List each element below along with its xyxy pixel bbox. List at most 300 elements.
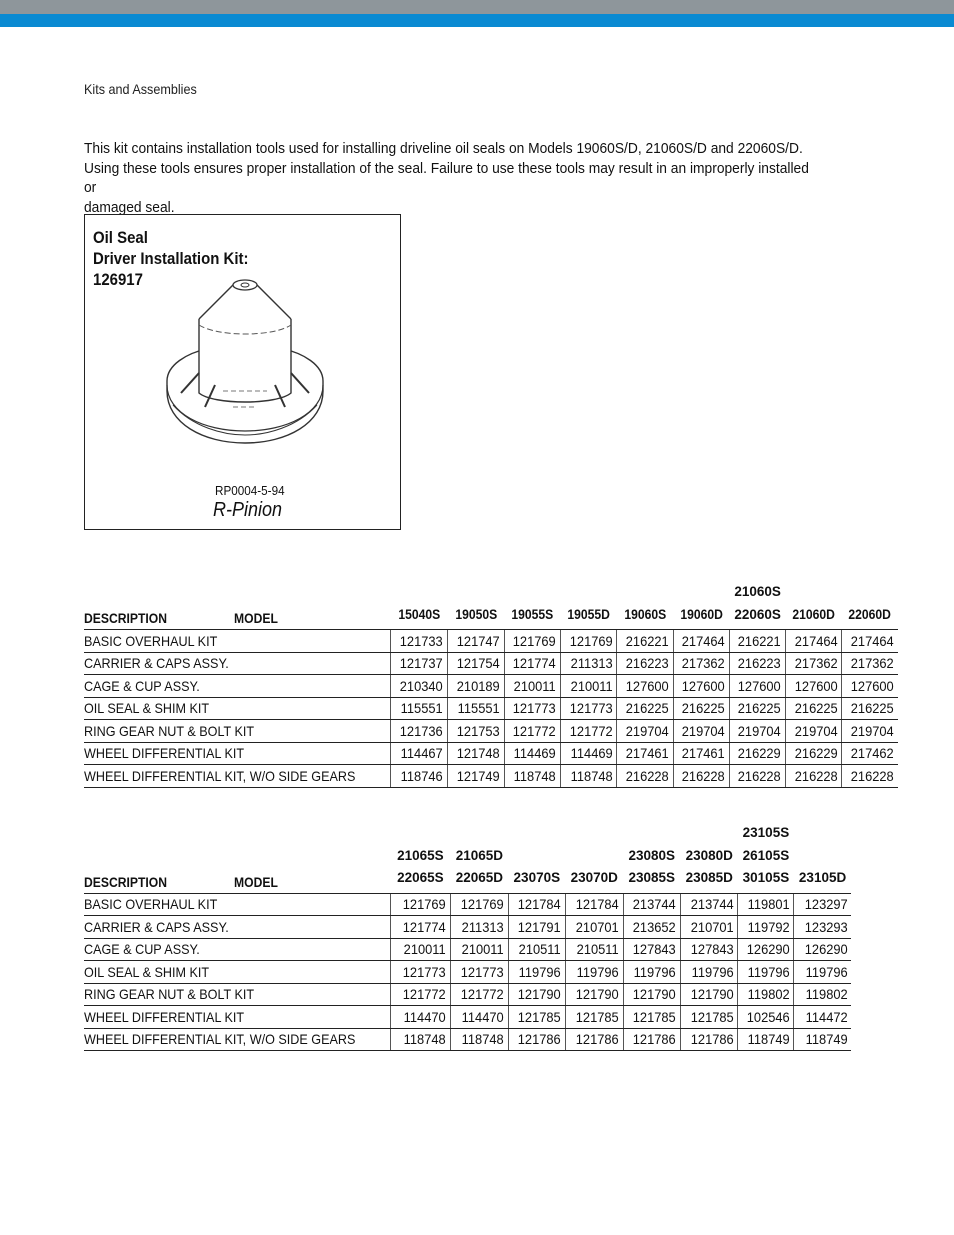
part-number: 213744 <box>690 896 734 913</box>
part-number-cell <box>566 893 623 916</box>
part-number: 114470 <box>461 1008 504 1025</box>
part-number-cell <box>451 893 508 916</box>
part-number-cell <box>451 916 508 939</box>
part-number: 119801 <box>747 896 790 913</box>
part-number-cell <box>560 765 616 788</box>
part-number-cell <box>504 697 560 720</box>
row-description-text: CAGE & CUP ASSY. <box>84 677 200 694</box>
part-number: 210701 <box>575 918 619 935</box>
part-number-cell <box>566 983 623 1006</box>
part-number-cell <box>842 765 898 788</box>
part-number: 216228 <box>625 767 669 784</box>
part-number-cell <box>842 742 898 765</box>
table-header-row <box>84 822 898 893</box>
part-number: 210011 <box>404 941 447 958</box>
part-number: 121748 <box>456 745 500 762</box>
row-description-text: OIL SEAL & SHIM KIT <box>84 700 210 717</box>
part-number-cell <box>673 765 729 788</box>
row-description <box>84 697 390 720</box>
part-number-cell <box>623 1028 680 1051</box>
part-number-cell <box>508 1028 565 1051</box>
part-number-cell <box>617 742 673 765</box>
model-col-2 <box>451 822 508 893</box>
description-header: DESCRIPTION <box>84 874 168 890</box>
part-number: 217461 <box>682 745 726 762</box>
part-number: 121786 <box>575 1031 619 1048</box>
table-row <box>84 916 898 939</box>
part-number-cell <box>617 765 673 788</box>
part-number-cell <box>504 720 560 743</box>
row-description-text: WHEEL DIFFERENTIAL KIT <box>84 745 245 762</box>
model-col-label: 19055D <box>567 606 610 622</box>
row-description <box>84 893 390 916</box>
part-number-cell <box>786 652 842 675</box>
part-number: 127600 <box>625 677 669 694</box>
part-number: 121785 <box>575 1008 619 1025</box>
row-description <box>84 1006 390 1029</box>
part-number-cell <box>451 961 508 984</box>
part-number-cell <box>617 630 673 653</box>
model-header: MODEL <box>234 874 278 890</box>
empty-cell <box>851 1006 898 1029</box>
part-number: 121737 <box>400 655 444 672</box>
oil-seal-driver-tool-icon <box>163 273 328 453</box>
part-number-cell <box>566 1028 623 1051</box>
part-number: 127600 <box>738 677 781 694</box>
part-number: 121790 <box>575 986 619 1003</box>
empty-cell <box>851 961 898 984</box>
part-number-cell <box>508 1006 565 1029</box>
part-number: 121774 <box>403 918 447 935</box>
table-row <box>84 720 898 743</box>
part-number: 217462 <box>851 745 894 762</box>
row-description-text: BASIC OVERHAUL KIT <box>84 896 218 913</box>
model-col-label: 23080D <box>685 847 733 863</box>
part-number-cell <box>738 1028 794 1051</box>
part-number: 121784 <box>575 896 619 913</box>
part-number-cell <box>786 720 842 743</box>
part-number-cell <box>508 961 565 984</box>
part-number: 121790 <box>633 986 676 1003</box>
part-number: 216228 <box>851 767 894 784</box>
part-number: 210189 <box>456 677 500 694</box>
model-col-label: 19060S <box>624 606 667 622</box>
part-number: 118746 <box>401 767 444 784</box>
part-number-cell <box>623 893 680 916</box>
part-number-cell <box>786 742 842 765</box>
part-number-cell <box>504 765 560 788</box>
part-number-cell <box>390 742 448 765</box>
model-col-label: 22065D <box>455 870 503 885</box>
model-col-label: 21065D <box>455 847 503 863</box>
part-number: 216221 <box>625 632 669 649</box>
part-number: 121747 <box>456 632 500 649</box>
part-number: 119796 <box>747 963 790 980</box>
part-number: 216228 <box>682 767 726 784</box>
table-row <box>84 630 898 653</box>
part-number: 114470 <box>404 1008 447 1025</box>
part-number-cell <box>390 720 448 743</box>
part-number: 126290 <box>804 941 848 958</box>
part-number: 127843 <box>690 941 734 958</box>
part-number: 210701 <box>690 918 734 935</box>
part-number-cell <box>390 765 448 788</box>
part-number: 211313 <box>461 918 504 935</box>
empty-cell <box>851 1028 898 1051</box>
model-header: MODEL <box>234 611 278 626</box>
model-col-8 <box>786 581 842 630</box>
part-number-cell <box>566 938 623 961</box>
part-number-cell <box>794 893 851 916</box>
part-number: 123297 <box>804 896 848 913</box>
part-number: 121791 <box>518 918 562 935</box>
model-col-label: 23070D <box>570 870 618 885</box>
row-description-text: OIL SEAL & SHIM KIT <box>84 963 210 980</box>
model-col-3 <box>504 581 560 630</box>
row-description-text: WHEEL DIFFERENTIAL KIT, W/O SIDE GEARS <box>84 1031 356 1048</box>
part-number-cell <box>448 652 504 675</box>
part-number: 210011 <box>570 677 613 694</box>
part-number-cell <box>448 630 504 653</box>
part-number: 121772 <box>460 986 504 1003</box>
table-row <box>84 961 898 984</box>
part-number-cell <box>794 938 851 961</box>
model-col-6 <box>681 822 738 893</box>
row-description-text: BASIC OVERHAUL KIT <box>84 632 218 649</box>
part-number: 219704 <box>738 722 781 739</box>
part-number-cell <box>560 675 616 698</box>
model-col-label: 22060D <box>848 606 892 622</box>
part-number: 210511 <box>576 941 619 958</box>
part-number-cell <box>681 916 738 939</box>
part-number: 217362 <box>682 655 726 672</box>
model-col-3 <box>508 822 565 893</box>
intro-paragraph <box>84 139 811 217</box>
part-number: 119796 <box>691 963 734 980</box>
table-row <box>84 652 898 675</box>
part-number-cell <box>451 1028 508 1051</box>
table-row <box>84 983 898 1006</box>
part-number-cell <box>681 1006 738 1029</box>
part-number-cell <box>508 916 565 939</box>
part-number-cell <box>451 983 508 1006</box>
part-number-cell <box>508 983 565 1006</box>
part-number-cell <box>451 1006 508 1029</box>
part-number-cell <box>794 916 851 939</box>
part-number-cell <box>681 893 738 916</box>
part-number: 121772 <box>569 722 613 739</box>
part-number: 119796 <box>519 963 562 980</box>
part-number-cell <box>566 916 623 939</box>
part-number: 217464 <box>682 632 726 649</box>
part-number: 216225 <box>794 700 838 717</box>
part-number-cell <box>673 652 729 675</box>
model-col-label: 19060D <box>680 606 723 622</box>
part-number: 121785 <box>690 1008 734 1025</box>
part-number: 121786 <box>633 1031 676 1048</box>
part-number: 216228 <box>738 767 781 784</box>
table-header-row <box>84 581 898 630</box>
part-number-cell <box>842 675 898 698</box>
part-number: 213652 <box>633 918 676 935</box>
table-row <box>84 765 898 788</box>
part-number-cell <box>504 742 560 765</box>
part-number-cell <box>730 630 786 653</box>
part-number-cell <box>390 675 448 698</box>
part-number-cell <box>730 720 786 743</box>
part-number: 121736 <box>400 722 444 739</box>
part-number-cell <box>390 652 448 675</box>
part-number: 119796 <box>576 963 619 980</box>
row-description <box>84 675 390 698</box>
part-number-cell <box>617 652 673 675</box>
table-row <box>84 938 898 961</box>
part-number: 114472 <box>805 1008 848 1025</box>
parts-table-1 <box>84 581 898 788</box>
part-number: 216229 <box>738 745 781 762</box>
model-col-2 <box>448 581 504 630</box>
intro-line-3: damaged seal. <box>84 198 175 216</box>
part-number: 102546 <box>746 1008 790 1025</box>
part-number: 219704 <box>794 722 838 739</box>
part-number-cell <box>390 697 448 720</box>
part-number-cell <box>842 697 898 720</box>
desc-model-header <box>84 581 390 630</box>
row-description <box>84 720 390 743</box>
part-number-cell <box>673 697 729 720</box>
part-number-cell <box>786 675 842 698</box>
part-number-cell <box>448 697 504 720</box>
part-number-cell <box>794 1006 851 1029</box>
model-col-label: 21060S <box>734 584 781 599</box>
row-description <box>84 1028 390 1051</box>
part-number: 216223 <box>738 655 781 672</box>
part-number: 118749 <box>805 1031 848 1048</box>
part-number: 121772 <box>513 722 556 739</box>
part-number: 121733 <box>400 632 444 649</box>
part-number-cell <box>730 765 786 788</box>
part-number: 121785 <box>633 1008 676 1025</box>
part-number-cell <box>448 720 504 743</box>
part-number-cell <box>794 1028 851 1051</box>
intro-line-2: Using these tools ensures proper installation of the seal. Failure to use these tools may result in an improperly installed or <box>84 159 809 196</box>
part-number: 121769 <box>569 632 613 649</box>
parts-table-2 <box>84 822 898 1051</box>
part-number: 210340 <box>400 677 444 694</box>
part-number-cell <box>451 938 508 961</box>
part-number-cell <box>560 652 616 675</box>
part-number: 121769 <box>460 896 504 913</box>
part-number-cell <box>448 765 504 788</box>
table-row <box>84 893 898 916</box>
model-col-label: 15040S <box>397 606 440 622</box>
part-number-cell <box>504 675 560 698</box>
row-description-text: WHEEL DIFFERENTIAL KIT <box>84 1008 245 1025</box>
part-number-cell <box>623 1006 680 1029</box>
table-row <box>84 697 898 720</box>
part-number: 127600 <box>794 677 838 694</box>
part-number-cell <box>508 938 565 961</box>
part-number-cell <box>842 630 898 653</box>
part-number-cell <box>623 938 680 961</box>
model-col-7 <box>730 581 786 630</box>
part-number: 213744 <box>633 896 676 913</box>
part-number: 121769 <box>403 896 447 913</box>
part-number-cell <box>738 1006 794 1029</box>
row-description <box>84 630 390 653</box>
part-number: 119792 <box>747 918 790 935</box>
row-description <box>84 765 390 788</box>
row-description <box>84 961 390 984</box>
row-description-text: RING GEAR NUT & BOLT KIT <box>84 722 255 739</box>
part-number-cell <box>390 983 451 1006</box>
part-number-cell <box>617 675 673 698</box>
part-number: 121773 <box>513 700 556 717</box>
row-description-text: RING GEAR NUT & BOLT KIT <box>84 986 255 1003</box>
model-col-label: 30105S <box>742 870 790 885</box>
part-number-cell <box>786 697 842 720</box>
model-col-label: 21065S <box>397 847 444 863</box>
empty-cell <box>851 916 898 939</box>
part-number-cell <box>842 720 898 743</box>
part-number-cell <box>738 983 794 1006</box>
part-number: 121769 <box>513 632 556 649</box>
part-number-cell <box>738 916 794 939</box>
part-number: 114469 <box>513 745 556 762</box>
part-number: 217461 <box>625 745 669 762</box>
part-number-cell <box>842 652 898 675</box>
desc-model-header <box>84 822 390 893</box>
part-number-cell <box>504 652 560 675</box>
part-number-cell <box>390 630 448 653</box>
model-col-1 <box>390 822 451 893</box>
model-col-4 <box>566 822 623 893</box>
part-number: 121786 <box>690 1031 734 1048</box>
row-description <box>84 652 390 675</box>
part-number: 216225 <box>682 700 726 717</box>
table-row <box>84 1028 898 1051</box>
part-number-cell <box>738 961 794 984</box>
part-number: 217362 <box>794 655 838 672</box>
part-number: 119802 <box>747 986 790 1003</box>
empty-cell <box>851 983 898 1006</box>
model-col-label: 23085S <box>628 870 676 885</box>
part-number: 121790 <box>690 986 734 1003</box>
part-number-cell <box>673 675 729 698</box>
part-number-cell <box>794 983 851 1006</box>
part-number: 118748 <box>404 1031 447 1048</box>
model-col-label: 23085D <box>685 870 733 885</box>
part-number-cell <box>390 1028 451 1051</box>
part-number-cell <box>390 961 451 984</box>
part-number: 127843 <box>633 941 676 958</box>
part-number: 127600 <box>851 677 894 694</box>
part-number-cell <box>623 983 680 1006</box>
part-number-cell <box>390 893 451 916</box>
part-number: 115551 <box>457 700 500 717</box>
part-number: 211313 <box>570 655 613 672</box>
model-col-label: 21060D <box>792 606 835 622</box>
section-label: Kits and Assemblies <box>84 81 197 97</box>
top-bar-gray <box>0 0 954 14</box>
kit-title-line-2: Driver Installation Kit: <box>93 249 249 268</box>
part-number: 121773 <box>569 700 613 717</box>
description-header: DESCRIPTION <box>84 611 168 626</box>
part-number: 121749 <box>456 767 500 784</box>
part-number-cell <box>617 697 673 720</box>
part-number: 217464 <box>794 632 838 649</box>
part-number-cell <box>786 630 842 653</box>
part-number: 119802 <box>805 986 848 1003</box>
kit-brand-label: R-Pinion <box>213 499 283 521</box>
model-col-7 <box>738 822 794 893</box>
part-number: 121773 <box>460 963 504 980</box>
part-number: 216223 <box>625 655 669 672</box>
row-description <box>84 916 390 939</box>
part-number-cell <box>623 916 680 939</box>
part-number-cell <box>730 697 786 720</box>
row-description <box>84 938 390 961</box>
model-col-label: 26105S <box>742 847 790 863</box>
model-col-8 <box>794 822 851 893</box>
part-number-cell <box>681 1028 738 1051</box>
part-number-cell <box>566 1006 623 1029</box>
model-col-label: 23105D <box>798 870 847 885</box>
part-number-cell <box>738 938 794 961</box>
part-number: 216225 <box>625 700 669 717</box>
part-number-cell <box>730 675 786 698</box>
part-number: 121772 <box>403 986 447 1003</box>
model-col-1 <box>390 581 448 630</box>
part-number: 216225 <box>851 700 894 717</box>
part-number: 123293 <box>804 918 848 935</box>
model-col-9 <box>842 581 898 630</box>
part-number: 216225 <box>738 700 781 717</box>
kit-title-line-1: Oil Seal <box>93 228 148 247</box>
part-number: 217362 <box>851 655 894 672</box>
model-col-label: 22060S <box>734 606 781 622</box>
row-description-text: WHEEL DIFFERENTIAL KIT, W/O SIDE GEARS <box>84 767 356 784</box>
part-number: 121754 <box>456 655 500 672</box>
empty-cell <box>851 893 898 916</box>
intro-line-1: This kit contains installation tools used for installing driveline oil seals on Models 19060S/D, 21060S/D and 22060S/D. <box>84 140 803 157</box>
part-number: 114467 <box>401 745 444 762</box>
model-col-6 <box>673 581 729 630</box>
part-number: 119796 <box>805 963 848 980</box>
part-number-cell <box>390 938 451 961</box>
part-number: 121774 <box>513 655 556 672</box>
part-number: 210511 <box>519 941 562 958</box>
part-number-cell <box>786 765 842 788</box>
part-number-cell <box>673 630 729 653</box>
part-number: 219704 <box>625 722 669 739</box>
part-number: 216221 <box>738 632 781 649</box>
part-number: 127600 <box>682 677 726 694</box>
part-number-cell <box>508 893 565 916</box>
row-description-text: CAGE & CUP ASSY. <box>84 941 200 958</box>
model-col-5 <box>623 822 680 893</box>
part-number: 118749 <box>747 1031 790 1048</box>
row-description-text: CARRIER & CAPS ASSY. <box>84 918 229 935</box>
part-number-cell <box>448 742 504 765</box>
table-row <box>84 1006 898 1029</box>
model-col-label: 23105S <box>742 825 790 840</box>
part-number: 219704 <box>682 722 726 739</box>
part-number: 121753 <box>456 722 500 739</box>
part-number-cell <box>673 742 729 765</box>
model-col-label: 22065S <box>397 870 444 885</box>
kit-callout-box <box>84 214 401 530</box>
